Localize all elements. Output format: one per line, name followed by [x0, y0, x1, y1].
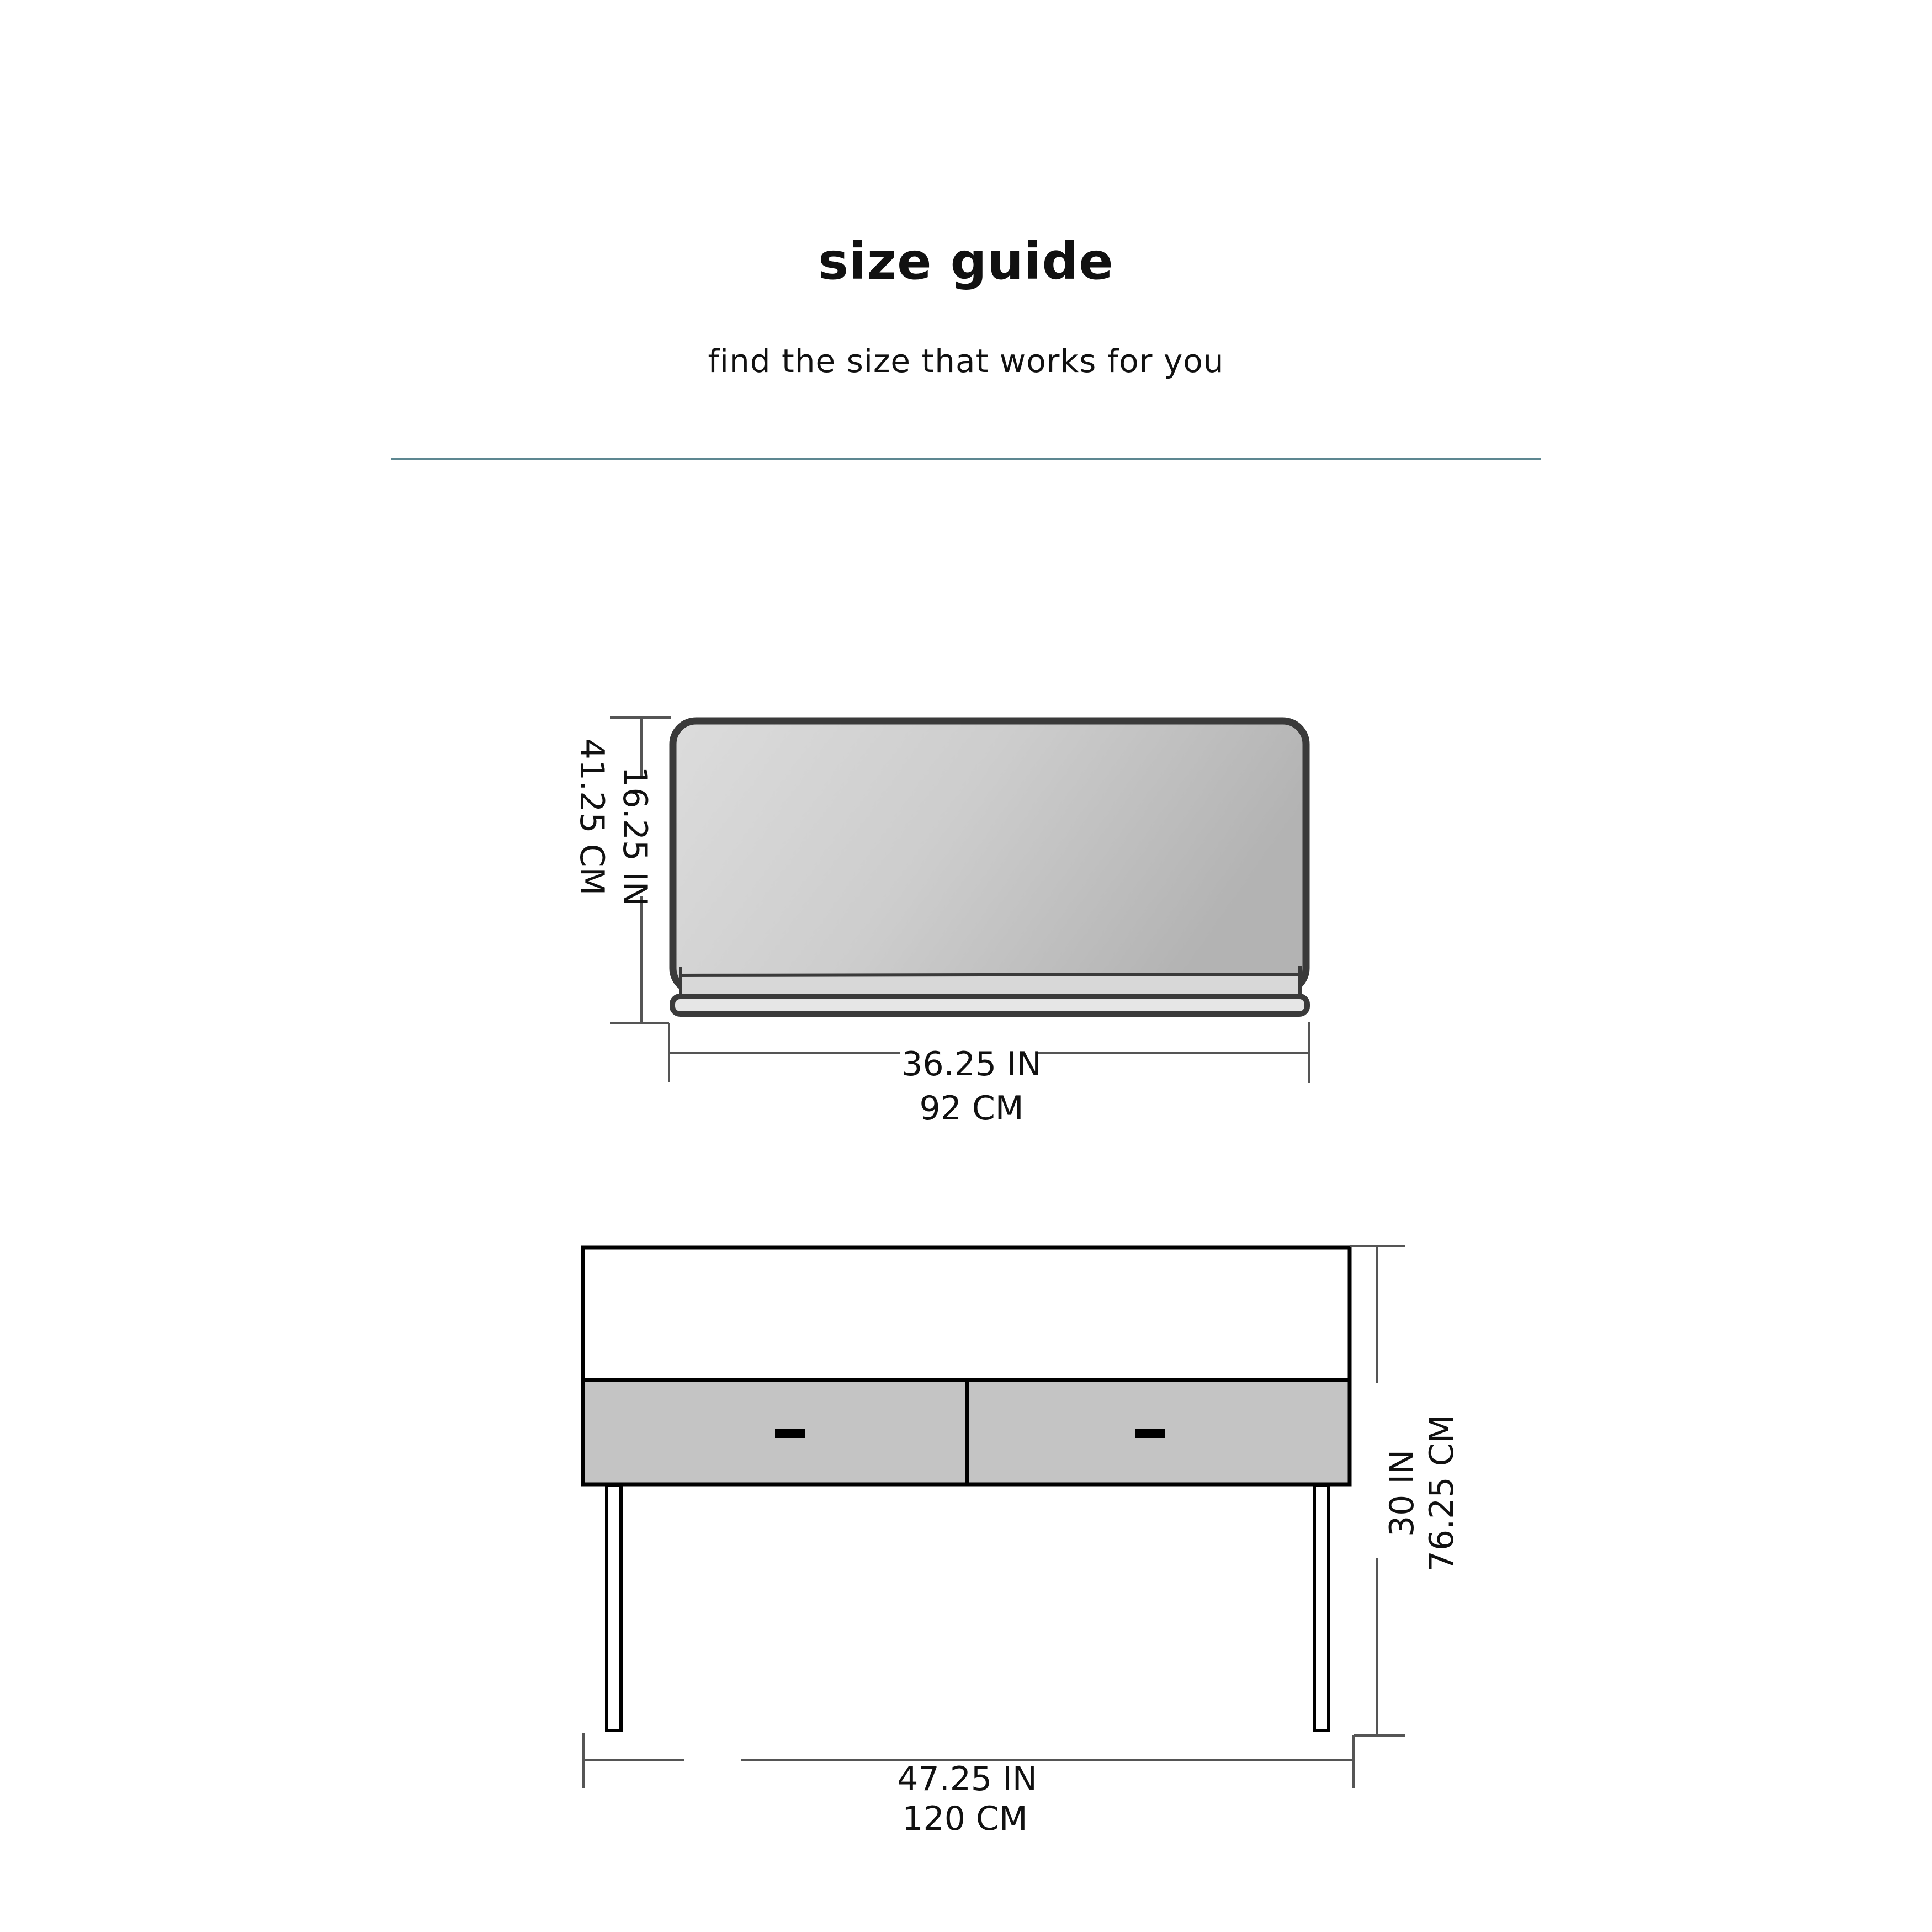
- table-leg-right: [1314, 1485, 1329, 1731]
- mirror-width-in: 36.25 IN: [901, 1045, 1042, 1084]
- page-title: size guide: [818, 232, 1114, 291]
- mirror-shelf-rail: [680, 974, 1299, 975]
- console-table-illustration: [583, 1248, 1350, 1731]
- mirror-frame: [673, 721, 1306, 991]
- table-width-cm: 120 CM: [902, 1800, 1028, 1838]
- table-width-in: 47.25 IN: [897, 1760, 1037, 1798]
- mirror-height-cm: 41.25 CM: [572, 738, 611, 896]
- mirror-width-cm: 92 CM: [919, 1089, 1024, 1128]
- table-leg-left: [607, 1485, 621, 1731]
- drawer-handle-right: [1135, 1429, 1165, 1438]
- drawer-handle-left: [775, 1429, 805, 1438]
- mirror-illustration: [672, 721, 1307, 1014]
- mirror-base-shelf: [672, 996, 1307, 1014]
- page-subtitle: find the size that works for you: [708, 342, 1224, 380]
- table-height-in: 30 IN: [1383, 1450, 1421, 1537]
- table-top-panel: [583, 1248, 1350, 1380]
- mirror-height-in: 16.25 IN: [615, 766, 654, 906]
- table-height-cm: 76.25 CM: [1423, 1414, 1461, 1572]
